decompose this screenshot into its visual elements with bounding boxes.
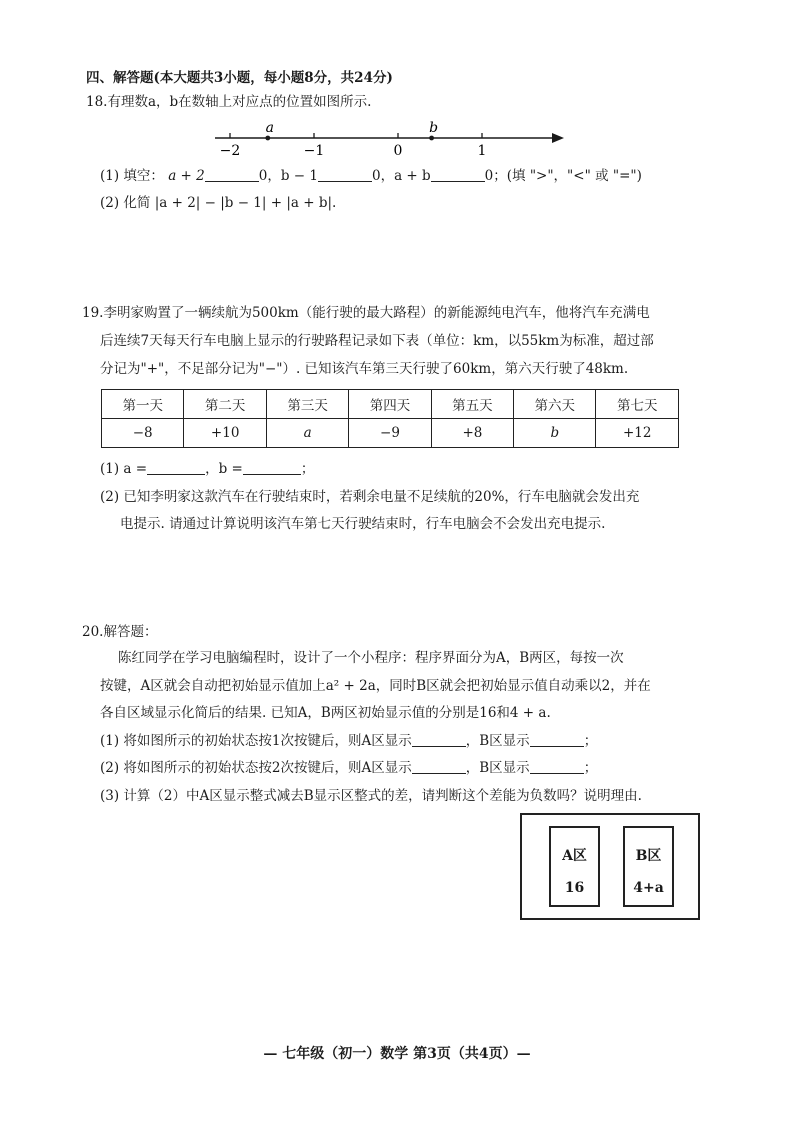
q19-part2-line2: 电提示. 请通过计算说明该汽车第七天行驶结束时，行车电脑会不会发出充电提示. xyxy=(120,516,606,532)
zone-b-value: 4+a xyxy=(633,880,664,896)
number-line-point-label: b xyxy=(429,120,439,136)
table-cell: −8 xyxy=(102,419,184,448)
q20-part1: (1) 将如图所示的初始状态按1次按键后，则A区显示 ，B区显示 ； xyxy=(100,733,598,749)
table-header-row xyxy=(102,390,679,419)
answer-blank[interactable] xyxy=(243,460,301,475)
zone-b-box xyxy=(623,826,674,907)
table-cell: +8 xyxy=(431,419,513,448)
page-footer: — 七年级（初一）数学 第3页（共4页）— xyxy=(263,1046,531,1062)
table-header-cell: 第六天 xyxy=(514,390,596,419)
q19-line2: 后连续7天每天行车电脑上显示的行驶路程记录如下表（单位：km，以55km为标准，超过部 xyxy=(100,333,654,349)
table-cell: a xyxy=(266,419,348,448)
q19-line1: 19.李明家购置了一辆续航为500km（能行驶的最大路程）的新能源纯电汽车，他将汽车充满电 xyxy=(82,305,650,321)
answer-blank[interactable] xyxy=(318,167,372,182)
table-header-cell: 第三天 xyxy=(266,390,348,419)
q18-part1: (1) 填空： a + 2 0，b − 1 0，a + b 0；(填 ">"，"<" 或 "=") xyxy=(100,168,642,184)
table-header-cell: 第五天 xyxy=(431,390,513,419)
table-row xyxy=(102,419,679,448)
q20-part2: (2) 将如图所示的初始状态按2次按键后，则A区显示 ，B区显示 ； xyxy=(100,760,598,776)
q20-title: 20.解答题： xyxy=(82,624,158,640)
table-header-cell: 第一天 xyxy=(102,390,184,419)
q18-part2: (2) 化简 |a + 2| − |b − 1| + |a + b|. xyxy=(100,195,337,211)
number-line-tick-label: 0 xyxy=(393,143,403,159)
q19-part1: (1) a = ，b = ； xyxy=(100,461,315,477)
number-line-point xyxy=(265,136,270,141)
q20-line2: 按键，A区就会自动把初始显示值加上a² + 2a，同时B区就会把初始显示值自动乘以2，并在 xyxy=(100,678,651,694)
table-cell: +12 xyxy=(596,419,679,448)
q19-part2-line1: (2) 已知李明家这款汽车在行驶结束时，若剩余电量不足续航的20%，行车电脑就会发出充 xyxy=(100,489,640,505)
number-line-tick-label: −2 xyxy=(219,143,241,159)
q18-stem: 18.有理数a，b在数轴上对应点的位置如图所示. xyxy=(86,94,372,110)
number-line-tick-label: 1 xyxy=(477,143,487,159)
number-line-tick-label: −1 xyxy=(303,143,325,159)
zone-a-label: A区 xyxy=(562,848,587,864)
zone-b-label: B区 xyxy=(635,848,662,864)
answer-blank[interactable] xyxy=(431,167,485,182)
number-line-point xyxy=(429,136,434,141)
table-header-cell: 第七天 xyxy=(596,390,679,419)
number-line xyxy=(200,118,580,162)
table-cell: +10 xyxy=(184,419,267,448)
answer-blank[interactable] xyxy=(530,759,584,774)
number-line-point-label: a xyxy=(265,120,274,136)
mileage-table xyxy=(101,389,679,448)
arrow-icon xyxy=(552,133,564,143)
table-header-cell: 第二天 xyxy=(184,390,267,419)
q20-part3: (3) 计算（2）中A区显示整式减去B显示区整式的差，请判断这个差能为负数吗？说明理由. xyxy=(100,788,642,804)
program-interface-figure xyxy=(520,813,700,920)
zone-a-box xyxy=(549,826,600,907)
table-header-cell: 第四天 xyxy=(349,390,431,419)
zone-a-value: 16 xyxy=(564,880,585,896)
section-title: 四、解答题(本大题共3小题，每小题8分，共24分) xyxy=(86,70,393,86)
q19-line3: 分记为"+"，不足部分记为"−"）. 已知该汽车第三天行驶了60km，第六天行驶了48km. xyxy=(100,361,629,377)
answer-blank[interactable] xyxy=(205,167,259,182)
table-cell: b xyxy=(514,419,596,448)
q20-line3: 各自区域显示化简后的结果. 已知A，B两区初始显示值的分别是16和4 + a. xyxy=(100,705,551,721)
answer-blank[interactable] xyxy=(147,460,205,475)
answer-blank[interactable] xyxy=(530,732,584,747)
answer-blank[interactable] xyxy=(412,732,466,747)
answer-blank[interactable] xyxy=(412,759,466,774)
q20-line1: 陈红同学在学习电脑编程时，设计了一个小程序：程序界面分为A，B两区，每按一次 xyxy=(118,650,624,666)
table-cell: −9 xyxy=(349,419,431,448)
